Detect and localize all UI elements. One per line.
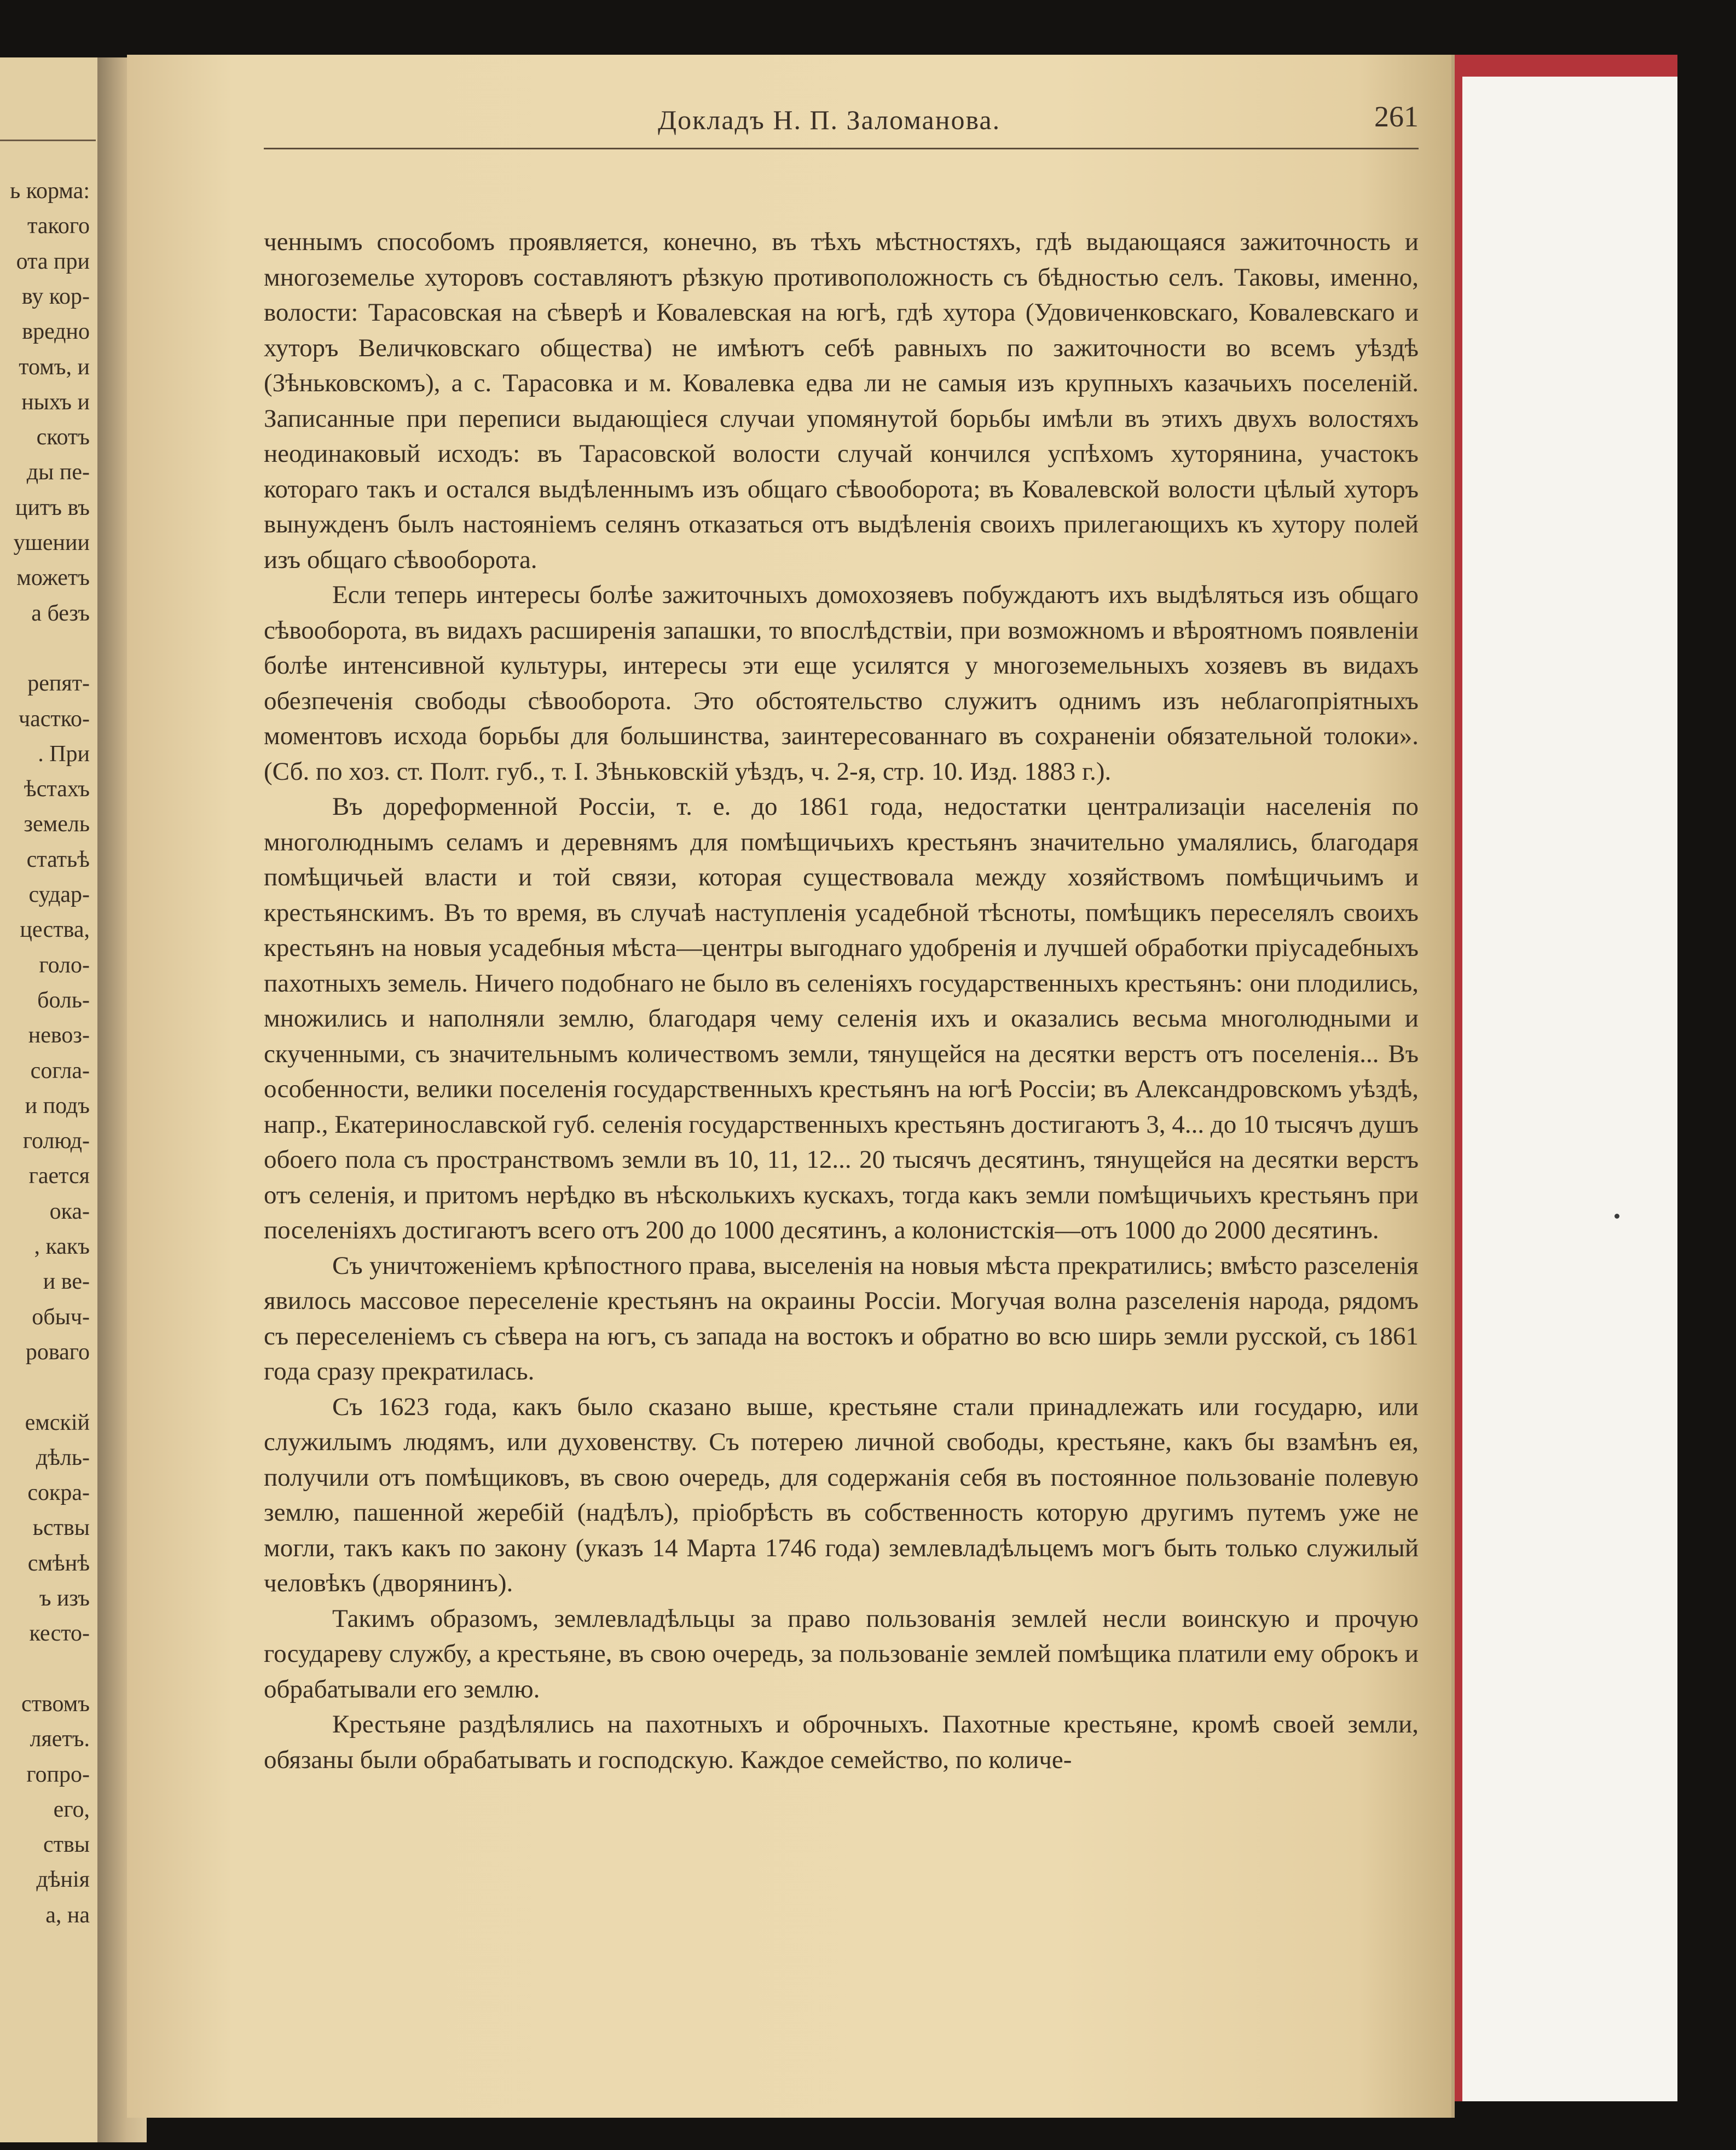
left-page-fragment: боль- [37, 987, 90, 1013]
left-page-fragment: гается [28, 1163, 90, 1189]
left-page-fragment: вредно [22, 319, 90, 345]
left-page-fragment: и подъ [25, 1093, 90, 1119]
left-page-fragment: сокра- [27, 1480, 90, 1506]
paragraph: Съ уничтоженіемъ крѣпостного права, выселенія на новыя мѣста прекратились; вмѣсто разселенія явилось массовое переселеніе крестьянъ на окраины Россіи. Могучая волна разселенія народа, рядомъ съ переселеніемъ съ сѣвера на югъ, съ запада на востокъ и обратно во всю ширь земли русской, съ 1861 года сразу прекратилась. [264, 1251, 1419, 1386]
page-number: 261 [1374, 100, 1419, 133]
left-page-fragment: скотъ [36, 425, 90, 450]
left-page-fragment: ляетъ. [30, 1726, 90, 1752]
left-page-fragment: дѣнія [36, 1867, 90, 1893]
book-edge-white [1462, 77, 1677, 2101]
left-page-fragment: голюд- [22, 1128, 90, 1154]
left-page-fragment: цества, [20, 917, 90, 943]
left-page-fragment: ьствы [32, 1515, 90, 1541]
left-page-fragment: такого [27, 213, 90, 239]
left-page-fragment: невоз- [28, 1023, 90, 1048]
left-page-fragment: ъ изъ [39, 1586, 90, 1611]
left-page-fragment: ды пе- [26, 460, 90, 485]
left-page-fragment: обыч- [32, 1304, 90, 1330]
paragraph: Если теперь интересы болѣе зажиточныхъ домохозяевъ побуждаютъ ихъ выдѣляться изъ общаго сѣвооборота, въ видахъ расширенія запашки, то впослѣдствіи, при возможномъ и вѣроятномъ появленіи болѣе интенсивной культуры, интересы эти еще усилятся у многоземельныхъ хозяевъ въ видахъ обезпеченія свободы сѣвооборота. Это обстоятельство служитъ однимъ изъ неблагопріятныхъ моментовъ исхода борьбы для большинства, заинтересованнаго въ сохраненіи обязательной толоки». (Сб. по хоз. ст. Полт. губ., т. I. Зѣньковскій уѣздъ, ч. 2-я, стр. 10. Изд. 1883 г.). [264, 581, 1419, 786]
left-page-fragment: статьѣ [26, 847, 90, 872]
left-page-fragment: ствы [43, 1832, 90, 1858]
left-page-fragment: смѣнѣ [27, 1550, 90, 1576]
body-text [264, 224, 1419, 1777]
left-page-fragment: а, на [45, 1902, 90, 1928]
paragraph: ченнымъ способомъ проявляется, конечно, въ тѣхъ мѣстностяхъ, гдѣ выдающаяся зажиточность и многоземелье хуторовъ составляютъ рѣзкую противоположность съ бѣдностью селъ. Таковы, именно, волости: Тарасовская на сѣверѣ и Ковалевская на югѣ, гдѣ хутора (Удовиченковскаго, Ковалевскаго и хуторъ Величковскаго общества) не имѣютъ себѣ равныхъ по зажиточности во всемъ уѣздѣ (Зѣньковскомъ), а с. Тарасовка и м. Ковалевка едва ли не самыя изъ крупныхъ казачьихъ поселеній. Записанные при переписи выдающіеся случаи упомянутой борьбы имѣли въ этихъ двухъ волостяхъ неодинаковый исходъ: въ Тарасовской волости случай кончился успѣхомъ хуторянина, участокъ котораго такъ и остался выдѣленнымъ изъ общаго сѣвооборота; въ Ковалевской волости цѣлый хуторъ вынужденъ былъ настояніемъ селянъ отказаться отъ выдѣленія своихъ прилегающихъ къ хутору полей изъ общаго сѣвооборота. [264, 228, 1419, 574]
left-page-fragment: гопро- [26, 1761, 90, 1787]
running-head-title: Докладъ Н. П. Заломанова. [658, 105, 1001, 135]
left-page-fragment: судар- [28, 882, 90, 907]
paragraph: Крестьяне раздѣлялись на пахотныхъ и оброчныхъ. Пахотные крестьяне, кромѣ своей земли, обязаны были обрабатывать и господскую. Каждое семейство, по количе- [264, 1710, 1419, 1774]
left-page-fragment: ву кор- [21, 283, 90, 309]
left-page-fragment: его, [53, 1797, 90, 1822]
left-page-fragment: земель [24, 812, 90, 837]
left-page-head-rule [0, 140, 96, 141]
left-page-fragment: и ве- [43, 1269, 90, 1295]
paragraph: Въ дореформенной Россіи, т. е. до 1861 года, недостатки централизаціи населенія по многолюднымъ селамъ и деревнямъ для помѣщичьихъ крестьянъ значительно умалялись, благодаря помѣщичьей власти и той связи, которая существовала между хозяйствомъ помѣщичьимъ и крестьянскимъ. Въ то время, въ случаѣ наступленія усадебной тѣсноты, помѣщикъ переселялъ своихъ крестьянъ на новыя усадебныя мѣста—центры выгоднаго удобренія и лучшей обработки пріусадебныхъ пахотныхъ земель. Ничего подобнаго не было въ селеніяхъ государственныхъ крестьянъ: они плодились, множились и наполняли землю, благодаря чему селенія ихъ и оказались весьма многолюдными и скученными, съ значительнымъ количествомъ земли, тянущейся на десятки верстъ отъ поселенія... Въ особенности, велики поселенія государственныхъ крестьянъ на югѣ Россіи; въ Александровскомъ уѣздѣ, напр., Екатеринославской губ. селенія государственныхъ крестьянъ достигаютъ 3, 4... до 10 тысячъ душъ обоего пола съ пространствомъ земли въ 10, 11, 12... 20 тысячъ десятинъ, тянущейся на десятки верстъ отъ селенія, и притомъ нерѣдко въ нѣсколькихъ кускахъ, тогда какъ земли помѣщичьихъ крестьянъ при поселеніяхъ достигаютъ всего отъ 200 до 1000 десятинъ, а колонистскія—отъ 1000 до 2000 десятинъ. [264, 792, 1419, 1244]
paragraph: Такимъ образомъ, землевладѣльцы за право пользованія землей несли воинскую и прочую государеву службу, а крестьяне, въ свою очередь, за пользованіе землей помѣщика платили ему оброкъ и обрабатывали его землю. [264, 1604, 1419, 1703]
paragraph: Съ 1623 года, какъ было сказано выше, крестьяне стали принадлежать или государю, или служилымъ людямъ, или духовенству. Съ потерею личной свободы, крестьяне, какъ бы взамѣнъ ея, получили отъ помѣщиковъ, въ свою очередь, для содержанія себя въ постоянное пользованіе полевую землю, пашенной жеребій (надѣлъ), пріобрѣсть въ собственность которую другимъ путемъ уже не могли, такъ какъ по закону (указъ 14 Марта 1746 года) землевладѣльцемъ могъ быть только служилый человѣкъ (дворянинъ). [264, 1392, 1419, 1597]
left-page-fragment: емскій [25, 1410, 90, 1435]
left-page-fragment: дѣль- [36, 1445, 90, 1470]
speck [1615, 1214, 1619, 1219]
left-page-fragment: а безъ [31, 600, 90, 626]
left-page-fragment: согла- [30, 1058, 90, 1083]
left-page-fragment: ѣстахъ [24, 776, 90, 802]
book-page [127, 55, 1455, 2118]
left-page-fragment: ота при [16, 248, 90, 274]
left-page-fragment: ока- [49, 1198, 90, 1224]
left-page-fragment: кесто- [29, 1621, 90, 1647]
head-rule [264, 148, 1419, 149]
left-page-fragment: голо- [39, 952, 90, 978]
left-page-fragment: можетъ [16, 565, 90, 591]
left-page-fragment: цитъ въ [15, 495, 90, 520]
left-page-fragment: ныхъ и [21, 389, 90, 415]
left-page-fragment: томъ, и [19, 354, 90, 380]
left-page-fragment: роваго [25, 1339, 90, 1365]
running-head [264, 100, 1419, 148]
left-page-fragment: частко- [18, 706, 90, 732]
left-page-fragment: , какъ [34, 1234, 90, 1259]
left-page-fragment: репят- [27, 671, 90, 697]
left-page-fragment: ствомъ [21, 1691, 90, 1717]
left-page-fragment: . При [38, 741, 90, 767]
left-page-fragment: ь корма: [10, 178, 90, 204]
left-page-fragment: ушении [13, 530, 90, 555]
